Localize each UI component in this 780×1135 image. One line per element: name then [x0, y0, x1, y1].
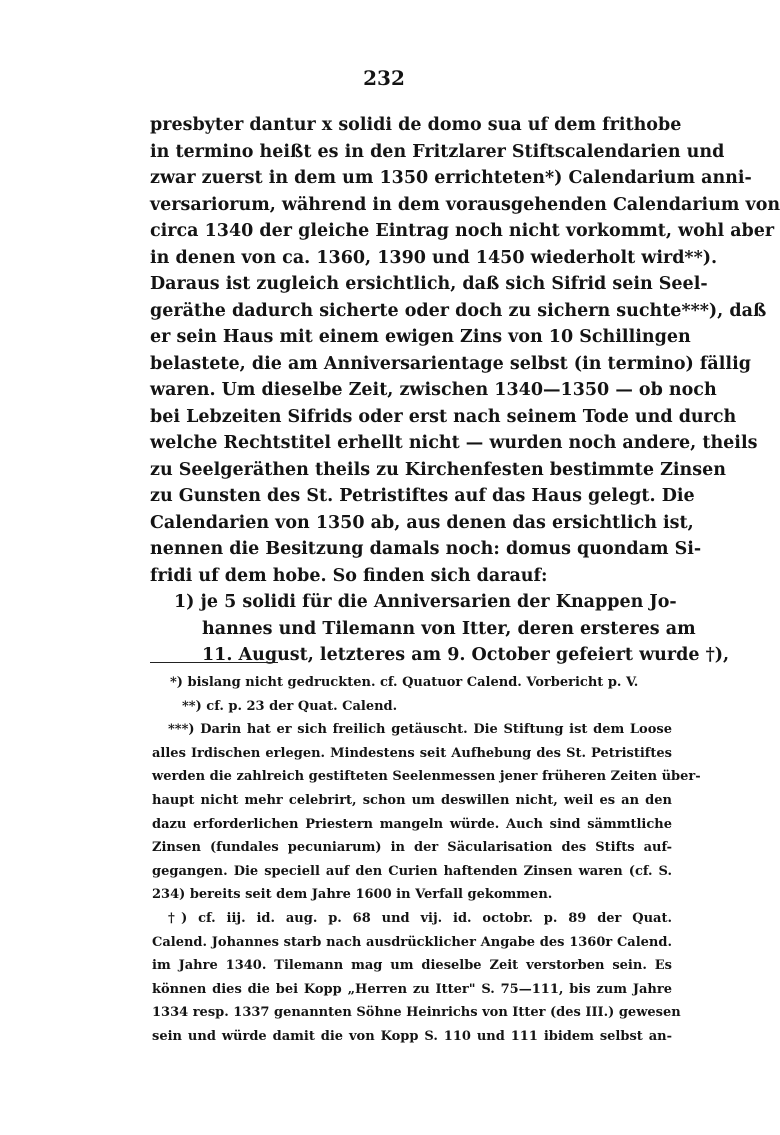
footnote-4-line: †) cf. iij. id. aug. p. 68 und vij. id. octobr. p. 89 der Quat.: [168, 910, 672, 926]
body-line: in termino heißt es in den Fritzlarer Stiftscalendarien und: [150, 141, 725, 162]
page-number: 232: [363, 66, 405, 90]
list-item-1-line: 1) je 5 solidi für die Anniversarien der Knappen Jo-: [174, 592, 677, 612]
list-item-1-line: 11. August, letzteres am 9. October gefeiert wurde †),: [202, 645, 730, 665]
main-body-text: [150, 112, 780, 669]
body-line: Calendarien von 1350 ab, aus denen das ersichtlich ist,: [150, 512, 694, 533]
list-item-1-line: hannes und Tilemann von Itter, deren ersteres am: [202, 618, 696, 639]
body-line: circa 1340 der gleiche Eintrag noch nicht vorkommt, wohl aber: [150, 221, 775, 241]
footnote-4-line: Calend. Johannes starb nach ausdrücklicher Angabe des 1360r Calend.: [152, 934, 672, 950]
footnote-2: **) cf. p. 23 der Quat. Calend.: [182, 698, 398, 714]
footnote-3-line: haupt nicht mehr celebrirt, schon um deswillen nicht, weil es an den: [152, 792, 672, 808]
footnote-3-line: alles Irdischen erlegen. Mindestens seit Aufhebung des St. Petristiftes: [152, 745, 672, 761]
footnote-4-line: 1334 resp. 1337 genannten Söhne Heinrichs von Itter (des III.) gewesen: [152, 1005, 681, 1021]
body-line: zu Seelgeräthen theils zu Kirchenfesten bestimmte Zinsen: [150, 459, 726, 480]
footnote-1: *) bislang nicht gedruckten. cf. Quatuor Calend. Vorbericht p. V.: [170, 675, 639, 690]
body-line: in denen von ca. 1360, 1390 und 1450 wiederholt wird**).: [150, 247, 718, 268]
body-line: er sein Haus mit einem ewigen Zins von 10 Schillingen: [150, 327, 691, 347]
footnote-3-line: werden die zahlreich gestifteten Seelenmessen jener früheren Zeiten über-: [152, 769, 701, 785]
body-line: belastete, die am Anniversarientage selbst (in termino) fällig: [150, 353, 751, 374]
footnote-separator: [150, 662, 278, 663]
body-line: Daraus ist zugleich ersichtlich, daß sich Sifrid sein Seel-: [150, 274, 708, 294]
footnote-3-line: ***) Darin hat er sich freilich getäuscht. Die Stiftung ist dem Loose: [168, 722, 672, 738]
body-line: zwar zuerst in dem um 1350 errichteten*) Calendarium anni-: [150, 168, 752, 188]
footnote-4-line: im Jahre 1340. Tilemann mag um dieselbe Zeit verstorben sein. Es: [152, 958, 672, 974]
body-line: fridi uf dem hobe. So finden sich darauf:: [150, 565, 548, 586]
footnote-4-line: können dies die bei Kopp „Herren zu Itter" S. 75—111, bis zum Jahre: [152, 981, 672, 997]
footnote-4-line: sein und würde damit die von Kopp S. 110 und 111 ibidem selbst an-: [152, 1028, 672, 1044]
body-line: geräthe dadurch sicherte oder doch zu sichern suchte***), daß: [150, 300, 767, 321]
footnote-3-line: Zinsen (fundales pecuniarum) in der Säcularisation des Stifts auf-: [152, 840, 672, 856]
footnote-3-line: gegangen. Die speciell auf den Curien haftenden Zinsen waren (cf. S.: [152, 863, 672, 879]
body-line: nennen die Besitzung damals noch: domus quondam Si-: [150, 539, 702, 559]
body-line: welche Rechtstitel erhellt nicht — wurden noch andere, theils: [150, 433, 758, 453]
body-line: presbyter dantur x solidi de domo sua uf dem frithobe: [150, 115, 682, 135]
footnote-3-line: dazu erforderlichen Priestern mangeln würde. Auch sind sämmtliche: [152, 816, 672, 832]
body-line: versariorum, während in dem vorausgehenden Calendarium von: [150, 194, 780, 215]
footnote-3-line: 234) bereits seit dem Jahre 1600 in Verfall gekommen.: [152, 887, 553, 903]
body-line: waren. Um dieselbe Zeit, zwischen 1340—1350 — ob noch: [150, 380, 717, 400]
body-line: bei Lebzeiten Sifrids oder erst nach seinem Tode und durch: [150, 406, 737, 427]
footnotes: [152, 671, 701, 1049]
body-line: zu Gunsten des St. Petristiftes auf das Haus gelegt. Die: [150, 486, 695, 506]
